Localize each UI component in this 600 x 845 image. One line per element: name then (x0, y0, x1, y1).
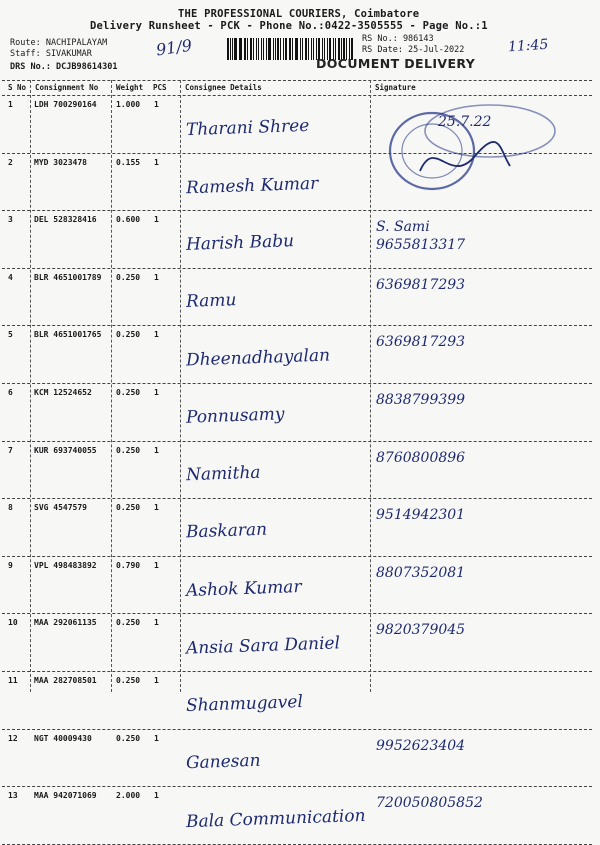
barcode-bar (292, 38, 293, 60)
row-consignee: Ponnusamy (185, 404, 285, 428)
table-row (0, 96, 600, 153)
row-consignment-no: BLR 4651001789 (34, 272, 102, 282)
row-weight: 0.600 (116, 215, 141, 225)
row-consignment-no: KCM 12524652 (34, 388, 92, 397)
barcode-bar (295, 38, 296, 60)
row-sno: 2 (8, 157, 13, 167)
barcode-bar (311, 38, 313, 60)
row-weight: 0.250 (116, 503, 141, 513)
col-sno: S No (8, 83, 27, 92)
row-pcs: 1 (154, 215, 159, 225)
row-weight: 0.155 (116, 157, 141, 167)
table-row (0, 730, 600, 787)
table-row (0, 269, 600, 326)
table-row (0, 442, 600, 499)
row-consignment-no: LDH 700290164 (34, 100, 97, 109)
row-consignment-no: MAA 292061135 (34, 618, 97, 628)
barcode-bar (280, 38, 281, 60)
row-weight: 0.250 (116, 733, 141, 743)
row-consignee: Dheenadhayalan (185, 345, 331, 371)
barcode-bar (261, 38, 262, 60)
row-pcs: 1 (154, 272, 159, 282)
row-consignment-no: MAA 282708501 (34, 676, 97, 685)
barcode-bar (239, 38, 240, 60)
barcode-bar (230, 38, 231, 60)
col-signature: Signature (375, 83, 416, 92)
row-signature: 9514942301 (376, 507, 466, 524)
row-consignee: Ashok Kumar (185, 576, 302, 601)
barcode-bar (283, 38, 284, 60)
barcode-bar (256, 38, 257, 60)
row-weight: 0.790 (116, 560, 141, 570)
document-delivery-stamp: DOCUMENT DELIVERY (316, 56, 476, 71)
row-pcs: 1 (154, 733, 159, 743)
col-pcs: PCS (153, 83, 167, 92)
row-weight: 0.250 (116, 272, 141, 282)
row-consignee: Bala Communication (185, 806, 366, 833)
row-sno: 12 (8, 733, 18, 743)
row-sno: 10 (8, 618, 18, 628)
row-consignee: Ramesh Kumar (185, 173, 319, 198)
row-consignee: Namitha (185, 462, 261, 485)
row-consignee: Ansia Sara Daniel (185, 633, 341, 660)
row-consignment-no: VPL 498483892 (34, 560, 97, 570)
row-pcs: 1 (154, 445, 159, 455)
row-sno: 6 (8, 388, 13, 397)
table-row (0, 557, 600, 614)
rs-number: RS No.: 986143 (362, 34, 434, 44)
row-consignment-no: MYD 3023478 (34, 157, 87, 167)
barcode-bar (263, 38, 264, 60)
barcode-bar (285, 38, 287, 60)
staff-label: Staff: SIVAKUMAR (10, 49, 92, 59)
row-signature: 9952623404 (376, 737, 466, 754)
table-row (0, 384, 600, 441)
barcode-bar (308, 38, 309, 60)
company-name: THE PROFESSIONAL COURIERS, Coimbatore (178, 8, 420, 20)
row-signature: 8760800896 (376, 449, 466, 466)
barcode-bar (227, 38, 229, 60)
row-sno: 7 (8, 445, 13, 455)
row-weight: 0.250 (116, 618, 141, 628)
row-sno: 1 (8, 100, 13, 109)
row-consignment-no: KUR 693740055 (34, 445, 97, 455)
runsheet-title: Delivery Runsheet - PCK - Phone No.:0422-3505555 - Page No.:1 (90, 20, 488, 32)
barcode-bar (266, 38, 268, 60)
barcode-bar (296, 38, 298, 60)
row-weight: 0.250 (116, 445, 141, 455)
table-row (0, 154, 600, 211)
barcode-bar (234, 38, 236, 60)
barcode-bar (313, 38, 314, 60)
table-row (0, 672, 600, 729)
row-pcs: 1 (154, 330, 159, 340)
row-sno: 13 (8, 791, 18, 801)
handwritten-time: 11:45 (507, 36, 549, 56)
barcode-bar (247, 38, 248, 60)
barcode-bar (240, 38, 242, 60)
row-sno: 8 (8, 503, 13, 513)
row-pcs: 1 (154, 388, 159, 397)
row-consignment-no: BLR 4651001765 (34, 330, 102, 340)
row-sno: 3 (8, 215, 13, 225)
row-sno: 4 (8, 272, 13, 282)
rs-date: RS Date: 25-Jul-2022 (362, 45, 465, 55)
row-consignment-no: NGT 40009430 (34, 733, 92, 743)
barcode-bar (300, 38, 301, 60)
col-consignee: Consignee Details (185, 83, 262, 92)
barcode-bar (232, 38, 233, 60)
table-row (0, 499, 600, 556)
row-weight: 1.000 (116, 100, 141, 109)
col-consignment: Consignment No (35, 83, 99, 92)
barcode-bar (277, 38, 279, 60)
row-sno: 9 (8, 560, 13, 570)
row-consignee: Tharani Shree (185, 115, 310, 141)
table-row (0, 211, 600, 268)
row-signature: 8807352081 (376, 564, 466, 581)
barcode-bar (258, 38, 260, 60)
barcode-bar (302, 38, 303, 60)
row-signature: 6369817293 (376, 334, 466, 351)
row-consignment-no: DEL 528328416 (34, 215, 97, 225)
row-signature: 6369817293 (376, 276, 466, 293)
row-consignee: Ramu (185, 289, 237, 312)
row-pcs: 1 (154, 676, 159, 685)
row-consignee: Ganesan (185, 750, 261, 773)
row-weight: 2.000 (116, 791, 141, 801)
row-weight: 0.250 (116, 330, 141, 340)
barcode-bar (289, 38, 291, 60)
row-signature: 9820379045 (376, 622, 466, 639)
row-consignment-no: MAA 942071069 (34, 791, 97, 801)
row-pcs: 1 (154, 157, 159, 167)
barcode-bar (273, 38, 274, 60)
row-signature-extra: 9655813317 (376, 237, 466, 254)
row-pcs: 1 (154, 503, 159, 513)
row-weight: 0.250 (116, 388, 141, 397)
handwritten-ratio: 91/9 (154, 35, 194, 60)
row-consignee: Baskaran (185, 519, 268, 543)
table-row (0, 614, 600, 671)
stamp-date: 25.7.22 (438, 114, 492, 130)
row-pcs: 1 (154, 618, 159, 628)
barcode-bar (250, 38, 252, 60)
barcode-bar (268, 38, 270, 60)
barcode-bar (305, 38, 307, 60)
header-top-rule (2, 80, 592, 81)
row-weight: 0.250 (116, 676, 141, 685)
table-header (2, 80, 594, 95)
row-signature: S. Sami (376, 219, 430, 236)
row-sno: 5 (8, 330, 13, 340)
barcode-bar (244, 38, 246, 60)
barcode-bar (275, 38, 276, 60)
row-consignee: Harish Babu (185, 231, 295, 256)
row-signature: 8838799399 (376, 392, 466, 408)
barcode-bar (253, 38, 254, 60)
row-consignee: Shanmugavel (185, 691, 304, 717)
row-signature: 720050805852 (376, 795, 483, 812)
table-row (0, 787, 600, 844)
table-row (0, 326, 600, 383)
col-weight: Weight (116, 83, 144, 92)
row-sno: 11 (8, 676, 18, 685)
drs-number: DRS No.: DCJB98614301 (10, 62, 118, 72)
row-pcs: 1 (154, 791, 159, 801)
route-label: Route: NACHIPALAYAM (10, 38, 108, 48)
row-pcs: 1 (154, 100, 159, 109)
row-consignment-no: SVG 4547579 (34, 503, 87, 513)
row-pcs: 1 (154, 560, 159, 570)
